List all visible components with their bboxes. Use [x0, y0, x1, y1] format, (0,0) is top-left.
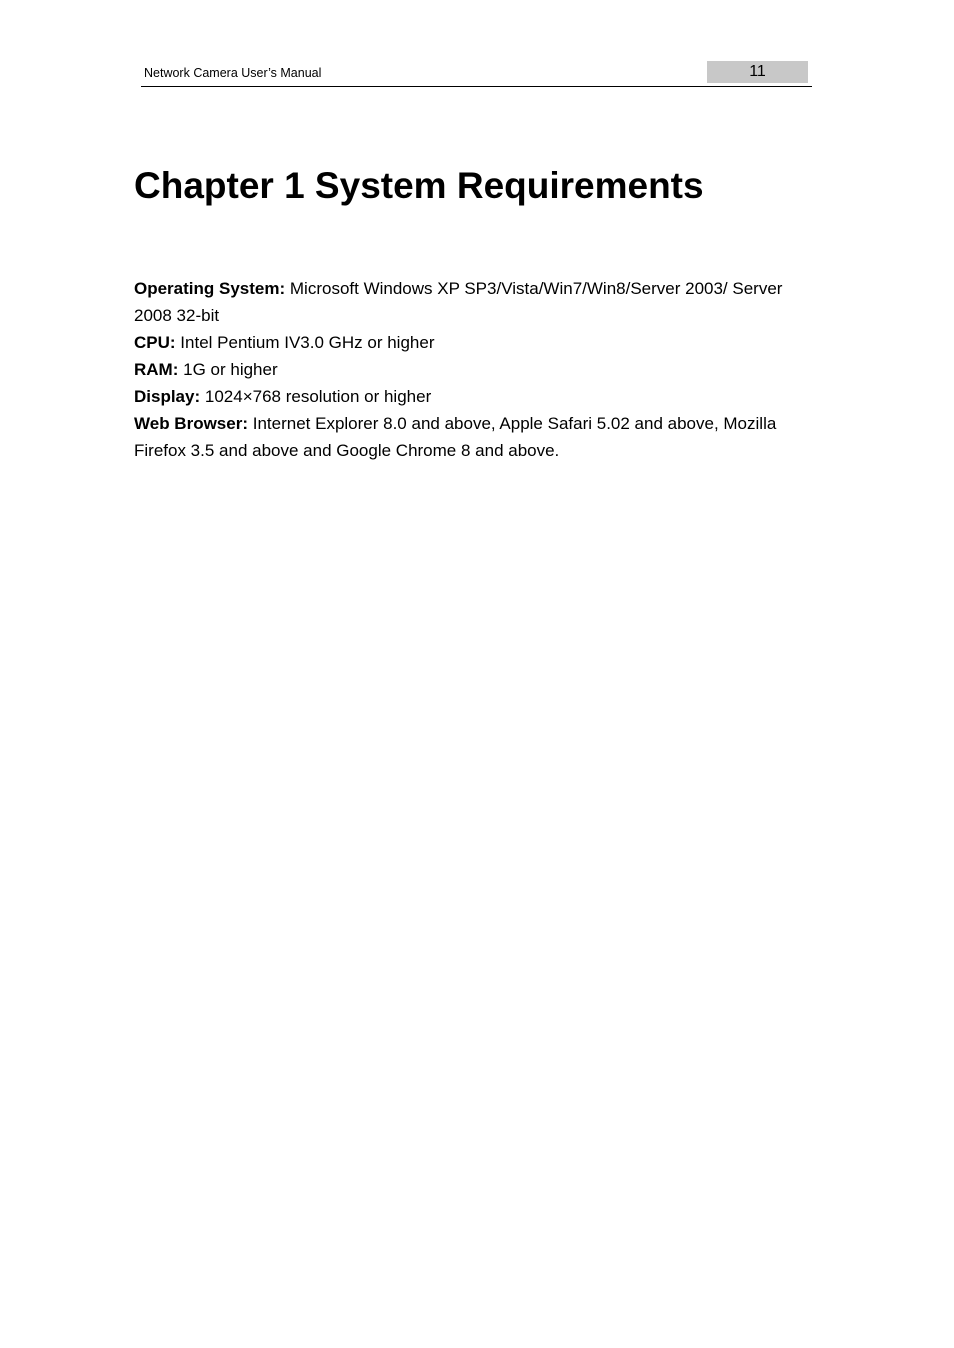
requirement-web-browser [134, 410, 810, 464]
requirements-list [134, 275, 810, 464]
requirement-value: 1024×768 resolution or higher [204, 387, 432, 406]
requirement-value: Microsoft Windows XP SP3/Vista/Win7/Win8/Server 2003/ Server 2008 32-bit [134, 279, 783, 325]
requirement-cpu [134, 329, 810, 356]
page-header [141, 60, 812, 87]
manual-title: Network Camera User’s Manual [144, 66, 322, 80]
requirement-operating-system [134, 275, 810, 329]
requirement-value: Intel Pentium IV3.0 GHz or higher [180, 333, 435, 352]
requirement-label: Operating System: [134, 279, 286, 298]
requirement-value: 1G or higher [183, 360, 278, 379]
page-number: 11 [707, 61, 808, 83]
chapter-title: Chapter 1 System Requirements [134, 165, 704, 206]
requirement-display [134, 383, 810, 410]
requirement-label: CPU: [134, 333, 176, 352]
requirement-label: RAM: [134, 360, 179, 379]
requirement-ram [134, 356, 810, 383]
requirement-value: Internet Explorer 8.0 and above, Apple Safari 5.02 and above, Mozilla Firefox 3.5 and above and Google Chrome 8 and above. [134, 414, 777, 460]
requirement-label: Display: [134, 387, 201, 406]
requirement-label: Web Browser: [134, 414, 248, 433]
